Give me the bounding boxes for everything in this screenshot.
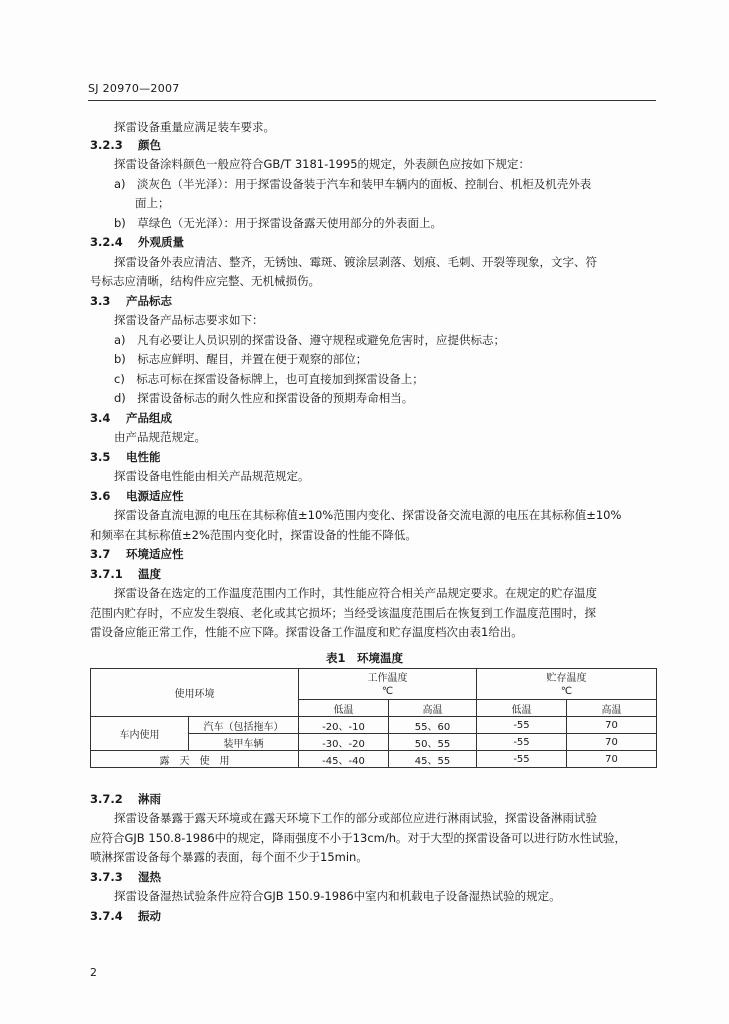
cell-store-low: -55 [477,751,567,768]
cell-store-low: -55 [477,717,567,734]
cell-store-high: 70 [567,717,657,734]
paragraph-line: 应符合GJB 150.8-1986中的规定，降雨强度不小于13cm/h。对于大型的探雷设备可以进行防水性试验， [90,831,627,845]
list-item-b: b) 草绿色（无光泽）：用于探雷设备露天使用部分的外表面上。 [114,216,443,230]
row-label: 装甲车辆 [189,734,299,751]
section-heading-3-7-2: 3.7.2 淋雨 [90,792,161,806]
page-number: 2 [90,966,97,979]
header-store-high: 高温 [567,700,657,717]
cell-store-high: 70 [567,734,657,751]
paragraph-line: 探雷设备涂料颜色一般应符合GB/T 3181-1995的规定，外表颜色应按如下规定： [114,157,531,171]
cell-work-high: 50、55 [389,734,477,751]
cell-work-high: 55、60 [389,717,477,734]
cell-work-low: -45、-40 [299,751,389,768]
section-heading-3-5: 3.5 电性能 [90,450,161,464]
row-label: 汽车（包括拖车） [189,717,299,734]
header-rule [88,100,656,101]
header-work-low: 低温 [299,700,389,717]
section-heading-3-7-3: 3.7.3 湿热 [90,870,161,884]
list-item-a-continued: 面上； [135,196,170,210]
table-row [91,717,657,734]
row-label: 露 天 使 用 [91,751,299,768]
paragraph-line: 号标志应清晰，结构件应完整、无机械损伤。 [90,274,320,288]
paragraph-line: 探雷设备重量应满足装车要求。 [114,120,275,134]
section-heading-3-2-4: 3.2.4 外观质量 [90,235,184,249]
header-use-environment: 使用环境 [91,669,299,717]
paragraph-line: 探雷设备在选定的工作温度范围内工作时，其性能应符合相关产品规定要求。在规定的贮存温度 [114,586,597,600]
header-work-high: 高温 [389,700,477,717]
section-heading-3-7: 3.7 环境适应性 [90,547,184,561]
row-group-label: 车内使用 [91,717,189,751]
header-store-low: 低温 [477,700,567,717]
paragraph-line: 和频率在其标称值±2%范围内变化时，探雷设备的性能不降低。 [90,528,417,542]
paragraph-line: 探雷设备直流电源的电压在其标称值±10%范围内变化、探雷设备交流电源的电压在其标称值±10% [114,508,622,522]
document-number: SJ 20970—2007 [88,82,180,95]
list-item-a: a) 淡灰色（半光泽）：用于探雷设备装于汽车和装甲车辆内的面板、控制台、机柜及机壳外表 [114,177,592,191]
list-item-c: c) 标志可标在探雷设备标牌上，也可直接加到探雷设备上； [114,372,424,386]
section-heading-3-3: 3.3 产品标志 [90,294,172,308]
paragraph-line: 喷淋探雷设备每个暴露的表面，每个面不少于15min。 [90,850,368,864]
section-heading-3-2-3: 3.2.3 颜色 [90,138,161,152]
list-item-b: b) 标志应鲜明、醒目，并置在便于观察的部位； [114,352,368,366]
paragraph-line: 范围内贮存时，不应发生裂痕、老化或其它损坏；当经受该温度范围后在恢复到工作温度范围时，探 [90,606,596,620]
header-store-unit: ℃ [477,684,657,700]
cell-store-high: 70 [567,751,657,768]
section-heading-3-6: 3.6 电源适应性 [90,489,184,503]
section-heading-3-7-4: 3.7.4 振动 [90,909,161,923]
paragraph-line: 探雷设备外表应清洁、整齐，无锈蚀、霉斑、镀涂层剥落、划痕、毛刺、开裂等现象，文字、符 [114,255,597,269]
paragraph-line: 由产品规范规定。 [114,430,206,444]
cell-work-low: -20、-10 [299,717,389,734]
table-caption: 表1 环境温度 [325,651,403,665]
environment-temperature-table [90,668,657,768]
paragraph-line: 雷设备应能正常工作，性能不应下降。探雷设备工作温度和贮存温度档次由表1给出。 [90,625,523,639]
header-work-temp: 工作温度 [299,669,477,685]
section-heading-3-4: 3.4 产品组成 [90,411,172,425]
paragraph-line: 探雷设备电性能由相关产品规范规定。 [114,469,310,483]
list-item-a: a) 凡有必要让人员识别的探雷设备、遵守规程或避免危害时，应提供标志； [114,333,506,347]
cell-work-low: -30、-20 [299,734,389,751]
paragraph-line: 探雷设备湿热试验条件应符合GJB 150.9-1986中室内和机载电子设备湿热试验的规定。 [114,889,561,903]
header-store-temp: 贮存温度 [477,669,657,685]
paragraph-line: 探雷设备暴露于露天环境或在露天环境下工作的部分或部位应进行淋雨试验，探雷设备淋雨试验 [114,811,597,825]
header-work-unit: ℃ [299,684,477,700]
cell-work-high: 45、55 [389,751,477,768]
cell-store-low: -55 [477,734,567,751]
section-heading-3-7-1: 3.7.1 温度 [90,567,161,581]
list-item-d: d) 探雷设备标志的耐久性应和探雷设备的预期寿命相当。 [114,391,414,405]
paragraph-line: 探雷设备产品标志要求如下： [114,313,264,327]
table-row [91,751,657,768]
